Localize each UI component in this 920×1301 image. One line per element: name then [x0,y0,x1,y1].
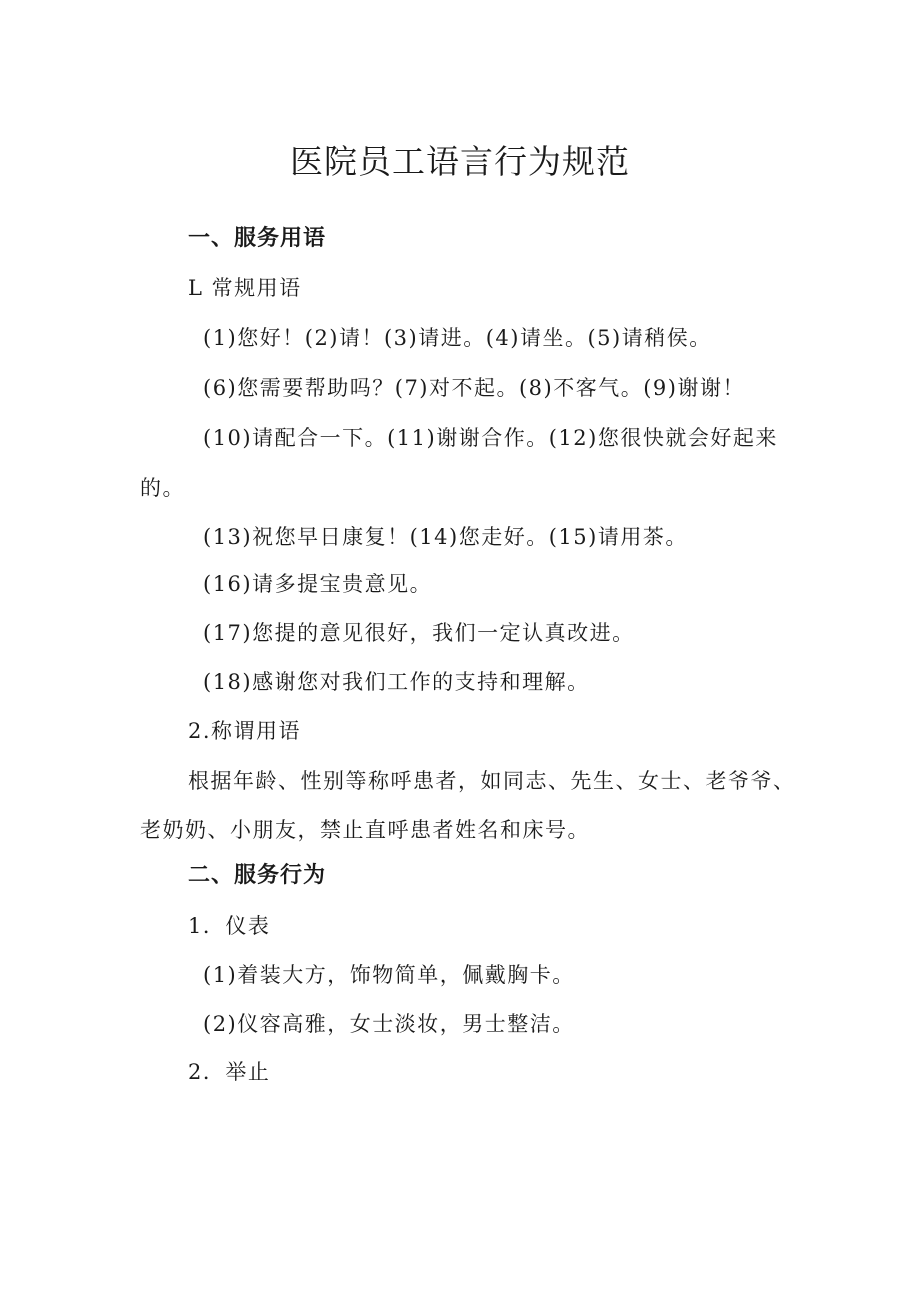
appearance-line: (2)仪容高雅，女士淡妆，男士整洁。 [203,1012,575,1036]
phrase-line: (13)祝您早日康复！(14)您走好。(15)请用茶。 [203,525,688,549]
paragraph-line: 根据年龄、性别等称呼患者，如同志、先生、女士、老爷爷、 [188,769,796,793]
section-heading-service-behavior: 二、服务行为 [188,863,327,888]
phrase-line: (17)您提的意见很好，我们一定认真改进。 [203,621,635,645]
appearance-line: (1)着装大方，饰物简单，佩戴胸卡。 [203,963,575,987]
phrase-line: (10)请配合一下。(11)谢谢合作。(12)您很快就会好起来 [203,426,778,450]
subsection-label-forms-of-address: 2.称谓用语 [188,719,302,743]
phrase-line: (16)请多提宝贵意见。 [203,572,433,596]
section-heading-service-language: 一、服务用语 [188,226,327,251]
subsection-label-manners: 2．举止 [188,1060,271,1084]
phrase-line: (6)您需要帮助吗？(7)对不起。(8)不客气。(9)谢谢！ [203,376,745,400]
paragraph-line-continuation: 老奶奶、小朋友，禁止直呼患者姓名和床号。 [140,818,590,842]
phrase-line: (1)您好！(2)请！(3)请进。(4)请坐。(5)请稍侯。 [203,326,712,350]
subsection-label-regular-phrases: L 常规用语 [188,276,302,300]
subsection-label-appearance: 1．仪表 [188,914,271,938]
phrase-line: (18)感谢您对我们工作的支持和理解。 [203,670,590,694]
document-title: 医院员工语言行为规范 [290,142,630,181]
phrase-line-continuation: 的。 [140,476,185,500]
